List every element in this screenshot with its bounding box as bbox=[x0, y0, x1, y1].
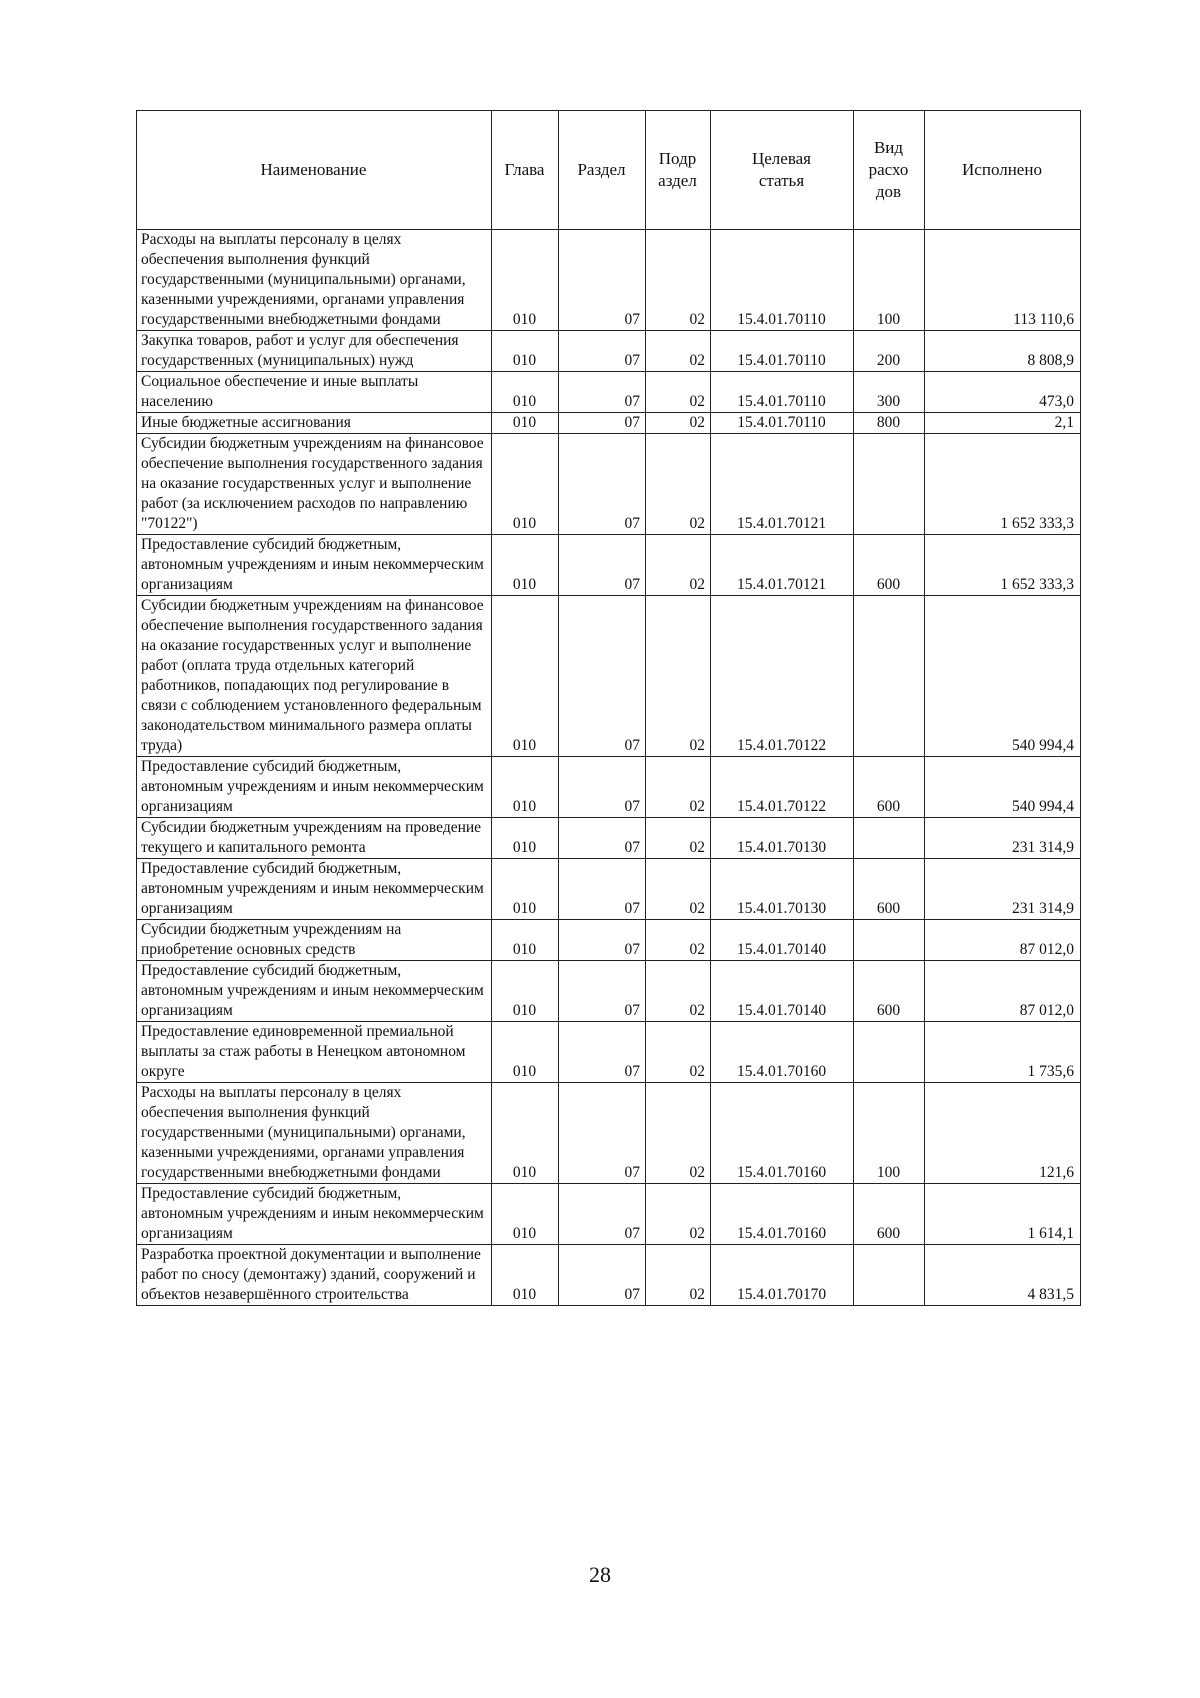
row-razdel: 07 bbox=[559, 961, 646, 1022]
table-row bbox=[137, 230, 1081, 331]
row-statya: 15.4.01.70160 bbox=[711, 1083, 854, 1184]
row-amount: 540 994,4 bbox=[925, 757, 1081, 818]
row-podrazdel: 02 bbox=[646, 434, 711, 535]
row-glava: 010 bbox=[492, 1083, 559, 1184]
row-podrazdel: 02 bbox=[646, 961, 711, 1022]
row-podrazdel: 02 bbox=[646, 596, 711, 757]
row-razdel: 07 bbox=[559, 1184, 646, 1245]
row-glava: 010 bbox=[492, 920, 559, 961]
row-podrazdel: 02 bbox=[646, 372, 711, 413]
row-amount: 2,1 bbox=[925, 413, 1081, 434]
row-podrazdel: 02 bbox=[646, 413, 711, 434]
row-glava: 010 bbox=[492, 1022, 559, 1083]
row-statya: 15.4.01.70160 bbox=[711, 1184, 854, 1245]
row-podrazdel: 02 bbox=[646, 859, 711, 920]
row-razdel: 07 bbox=[559, 331, 646, 372]
row-amount: 8 808,9 bbox=[925, 331, 1081, 372]
row-statya: 15.4.01.70122 bbox=[711, 596, 854, 757]
row-glava: 010 bbox=[492, 331, 559, 372]
row-statya: 15.4.01.70110 bbox=[711, 230, 854, 331]
row-name: Расходы на выплаты персоналу в целях обеспечения выполнения функций государственными (муниципальными) органами, казенными учреждениями, органами управления государственными внебюджетными фондами bbox=[137, 1083, 492, 1184]
row-vid bbox=[854, 1245, 925, 1306]
header-razdel: Раздел bbox=[559, 111, 646, 230]
row-name: Предоставление единовременной премиальной выплаты за стаж работы в Ненецком автономном округе bbox=[137, 1022, 492, 1083]
row-amount: 473,0 bbox=[925, 372, 1081, 413]
row-statya: 15.4.01.70110 bbox=[711, 413, 854, 434]
row-razdel: 07 bbox=[559, 372, 646, 413]
table-row bbox=[137, 1022, 1081, 1083]
row-vid bbox=[854, 1022, 925, 1083]
row-podrazdel: 02 bbox=[646, 757, 711, 818]
table-row bbox=[137, 1184, 1081, 1245]
row-glava: 010 bbox=[492, 434, 559, 535]
row-razdel: 07 bbox=[559, 1245, 646, 1306]
table-row bbox=[137, 596, 1081, 757]
row-podrazdel: 02 bbox=[646, 230, 711, 331]
row-podrazdel: 02 bbox=[646, 920, 711, 961]
row-razdel: 07 bbox=[559, 859, 646, 920]
row-glava: 010 bbox=[492, 596, 559, 757]
row-statya: 15.4.01.70130 bbox=[711, 859, 854, 920]
row-name: Расходы на выплаты персоналу в целях обеспечения выполнения функций государственными (муниципальными) органами, казенными учреждениями, органами управления государственными внебюджетными фондами bbox=[137, 230, 492, 331]
row-razdel: 07 bbox=[559, 920, 646, 961]
row-amount: 1 652 333,3 bbox=[925, 434, 1081, 535]
row-name: Предоставление субсидий бюджетным, автономным учреждениям и иным некоммерческим организациям bbox=[137, 859, 492, 920]
row-vid: 300 bbox=[854, 372, 925, 413]
row-razdel: 07 bbox=[559, 230, 646, 331]
row-podrazdel: 02 bbox=[646, 535, 711, 596]
row-name: Субсидии бюджетным учреждениям на финансовое обеспечение выполнения государственного задания на оказание государственных услуг и выполнение работ (оплата труда отдельных категорий работников, попадающих под регулирование в связи с соблюдением установленного федеральным законодательством минимального размера оплаты труда) bbox=[137, 596, 492, 757]
row-amount: 87 012,0 bbox=[925, 920, 1081, 961]
row-statya: 15.4.01.70121 bbox=[711, 434, 854, 535]
row-glava: 010 bbox=[492, 230, 559, 331]
row-razdel: 07 bbox=[559, 596, 646, 757]
header-glava: Глава bbox=[492, 111, 559, 230]
row-vid: 600 bbox=[854, 757, 925, 818]
row-name: Разработка проектной документации и выполнение работ по сносу (демонтажу) зданий, сооружений и объектов незавершённого строительства bbox=[137, 1245, 492, 1306]
row-glava: 010 bbox=[492, 757, 559, 818]
row-glava: 010 bbox=[492, 413, 559, 434]
table-row bbox=[137, 413, 1081, 434]
row-vid: 600 bbox=[854, 535, 925, 596]
row-amount: 1 614,1 bbox=[925, 1184, 1081, 1245]
table-row bbox=[137, 961, 1081, 1022]
row-amount: 1 652 333,3 bbox=[925, 535, 1081, 596]
row-razdel: 07 bbox=[559, 818, 646, 859]
row-name: Предоставление субсидий бюджетным, автономным учреждениям и иным некоммерческим организациям bbox=[137, 961, 492, 1022]
table-row bbox=[137, 920, 1081, 961]
row-razdel: 07 bbox=[559, 1083, 646, 1184]
row-vid: 800 bbox=[854, 413, 925, 434]
row-statya: 15.4.01.70122 bbox=[711, 757, 854, 818]
header-vid: Вид расхо дов bbox=[854, 111, 925, 230]
table-row bbox=[137, 1083, 1081, 1184]
row-name: Иные бюджетные ассигнования bbox=[137, 413, 492, 434]
header-name: Наименование bbox=[137, 111, 492, 230]
row-glava: 010 bbox=[492, 535, 559, 596]
row-razdel: 07 bbox=[559, 535, 646, 596]
row-vid bbox=[854, 596, 925, 757]
row-glava: 010 bbox=[492, 1245, 559, 1306]
row-amount: 231 314,9 bbox=[925, 818, 1081, 859]
header-amount: Исполнено bbox=[925, 111, 1081, 230]
table-row bbox=[137, 372, 1081, 413]
row-amount: 1 735,6 bbox=[925, 1022, 1081, 1083]
row-amount: 540 994,4 bbox=[925, 596, 1081, 757]
row-razdel: 07 bbox=[559, 434, 646, 535]
row-podrazdel: 02 bbox=[646, 1184, 711, 1245]
row-razdel: 07 bbox=[559, 413, 646, 434]
row-vid: 100 bbox=[854, 1083, 925, 1184]
table-row bbox=[137, 434, 1081, 535]
row-glava: 010 bbox=[492, 859, 559, 920]
table-row bbox=[137, 859, 1081, 920]
row-podrazdel: 02 bbox=[646, 1022, 711, 1083]
row-amount: 231 314,9 bbox=[925, 859, 1081, 920]
row-statya: 15.4.01.70110 bbox=[711, 372, 854, 413]
row-name: Субсидии бюджетным учреждениям на приобретение основных средств bbox=[137, 920, 492, 961]
row-name: Субсидии бюджетным учреждениям на проведение текущего и капитального ремонта bbox=[137, 818, 492, 859]
row-vid: 200 bbox=[854, 331, 925, 372]
table-row bbox=[137, 757, 1081, 818]
row-podrazdel: 02 bbox=[646, 331, 711, 372]
row-vid: 600 bbox=[854, 961, 925, 1022]
row-name: Предоставление субсидий бюджетным, автономным учреждениям и иным некоммерческим организациям bbox=[137, 1184, 492, 1245]
table-row bbox=[137, 1245, 1081, 1306]
page-number: 28 bbox=[589, 1562, 611, 1587]
row-razdel: 07 bbox=[559, 1022, 646, 1083]
row-razdel: 07 bbox=[559, 757, 646, 818]
budget-table bbox=[136, 110, 1081, 1306]
row-amount: 121,6 bbox=[925, 1083, 1081, 1184]
row-name: Предоставление субсидий бюджетным, автономным учреждениям и иным некоммерческим организациям bbox=[137, 535, 492, 596]
header-statya: Целевая статья bbox=[711, 111, 854, 230]
row-amount: 87 012,0 bbox=[925, 961, 1081, 1022]
row-glava: 010 bbox=[492, 1184, 559, 1245]
table-row bbox=[137, 331, 1081, 372]
row-glava: 010 bbox=[492, 372, 559, 413]
table-header-row bbox=[137, 111, 1081, 230]
table-row bbox=[137, 535, 1081, 596]
row-name: Закупка товаров, работ и услуг для обеспечения государственных (муниципальных) нужд bbox=[137, 331, 492, 372]
table-body bbox=[137, 230, 1081, 1306]
row-vid bbox=[854, 818, 925, 859]
row-vid bbox=[854, 920, 925, 961]
row-name: Социальное обеспечение и иные выплаты населению bbox=[137, 372, 492, 413]
row-statya: 15.4.01.70130 bbox=[711, 818, 854, 859]
row-vid bbox=[854, 434, 925, 535]
row-statya: 15.4.01.70121 bbox=[711, 535, 854, 596]
row-vid: 600 bbox=[854, 1184, 925, 1245]
header-podrazdel: Подр аздел bbox=[646, 111, 711, 230]
row-name: Предоставление субсидий бюджетным, автономным учреждениям и иным некоммерческим организациям bbox=[137, 757, 492, 818]
table-row bbox=[137, 818, 1081, 859]
row-amount: 4 831,5 bbox=[925, 1245, 1081, 1306]
row-statya: 15.4.01.70140 bbox=[711, 920, 854, 961]
row-podrazdel: 02 bbox=[646, 1245, 711, 1306]
row-statya: 15.4.01.70110 bbox=[711, 331, 854, 372]
row-vid: 600 bbox=[854, 859, 925, 920]
row-podrazdel: 02 bbox=[646, 1083, 711, 1184]
row-statya: 15.4.01.70170 bbox=[711, 1245, 854, 1306]
row-glava: 010 bbox=[492, 961, 559, 1022]
row-podrazdel: 02 bbox=[646, 818, 711, 859]
row-amount: 113 110,6 bbox=[925, 230, 1081, 331]
row-name: Субсидии бюджетным учреждениям на финансовое обеспечение выполнения государственного задания на оказание государственных услуг и выполнение работ (за исключением расходов по направлению "70122") bbox=[137, 434, 492, 535]
row-vid: 100 bbox=[854, 230, 925, 331]
row-statya: 15.4.01.70160 bbox=[711, 1022, 854, 1083]
row-statya: 15.4.01.70140 bbox=[711, 961, 854, 1022]
row-glava: 010 bbox=[492, 818, 559, 859]
